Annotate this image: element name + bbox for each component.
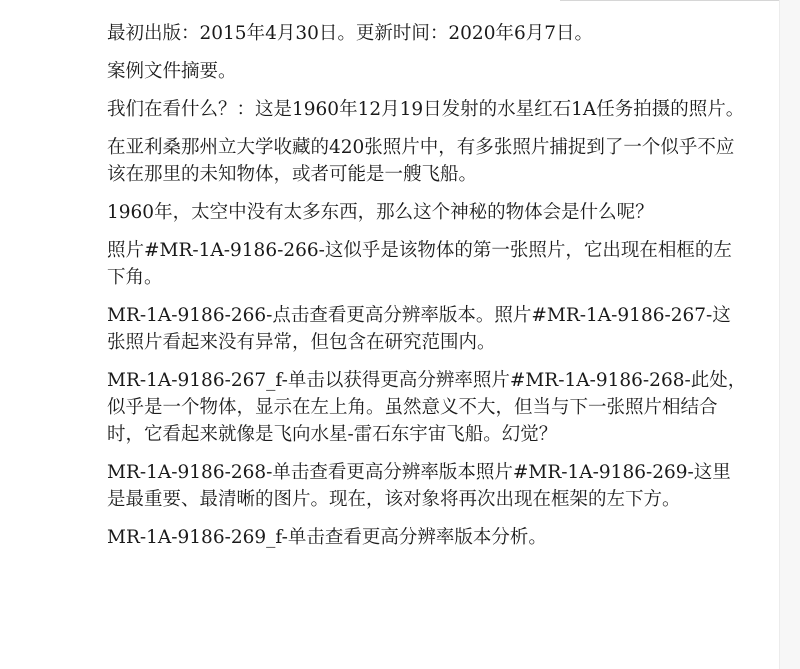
paragraph-1960-question: 1960年，太空中没有太多东西，那么这个神秘的物体会是什么呢？ (107, 202, 654, 223)
paragraph-photo-collection: 在亚利桑那州立大学收藏的420张照片中，有多张照片捕捉到了一个似乎不应该在那里的未知物体，或者可能是一艘飞船。 (107, 137, 735, 185)
paragraph-analysis: MR-1A-9186-269_f-单击查看更高分辨率版本分析。 (107, 527, 547, 548)
paragraph-photo-268: MR-1A-9186-267_f-单击以获得更高分辨率照片#MR-1A-9186-268-此处，似乎是一个物体，显示在左上角。虽然意义不大，但当与下一张照片相结合时，它看起来就像是飞向水星-雷石东宇宙飞船。幻觉？ (107, 370, 747, 445)
publication-dates: 最初出版：2015年4月30日。更新时间：2020年6月7日。 (107, 23, 594, 44)
paragraph-photo-269: MR-1A-9186-268-单击查看更高分辨率版本照片#MR-1A-9186-269-这里是最重要、最清晰的图片。现在，该对象将再次出现在框架的左下方。 (107, 462, 731, 510)
paragraph-photo-266: 照片#MR-1A-9186-266-这似乎是该物体的第一张照片，它出现在相框的左下角。 (107, 240, 732, 288)
document-body (107, 20, 747, 562)
vertical-scrollbar[interactable] (779, 0, 800, 669)
page-top-edge (560, 0, 779, 1)
case-summary-heading: 案例文件摘要。 (107, 61, 237, 82)
paragraph-what-are-we-looking-at: 我们在看什么？：这是1960年12月19日发射的水星红石1A任务拍摄的照片。 (107, 99, 745, 120)
paragraph-photo-267: MR-1A-9186-266-点击查看更高分辨率版本。照片#MR-1A-9186-267-这张照片看起来没有异常，但包含在研究范围内。 (107, 305, 731, 353)
